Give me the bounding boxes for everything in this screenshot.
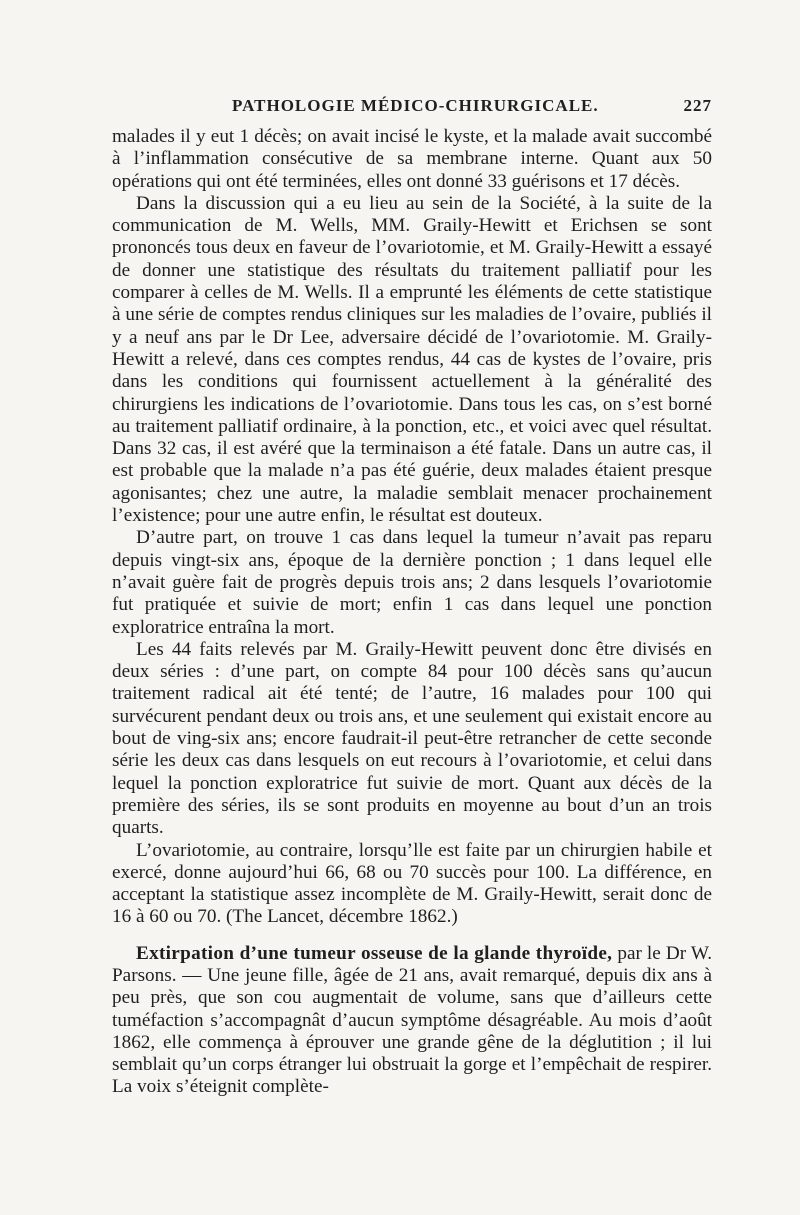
article-heading: Extirpation d’une tumeur osseuse de la glande thyroïde,: [136, 942, 613, 964]
running-head-title: PATHOLOGIE MÉDICO-CHIRURGICALE.: [232, 96, 599, 115]
article-text: Une jeune fille, âgée de 21 ans, avait remarqué, depuis dix ans à peu près, que son cou augmentait de volume, sans que d’ailleurs cette tuméfaction s’accompagnât d’aucun symptôme désagréable. Au mois d’août 1862, elle commença à éprouver une grande gêne de la déglutition ; il lui semblait qu’un corps étranger lui obstruait la gorge et l’empêchait de respirer. La voix s’éteignit complète-: [112, 964, 713, 1098]
paragraph-1: malades il y eut 1 décès; on avait incisé le kyste, et la malade avait succombé à l’inflammation consécutive de sa membrane interne. Quant aux 50 opérations qui ont été terminées, elles ont donné 33 guérisons et 17 décès.: [112, 126, 712, 192]
article-paragraph: [112, 943, 712, 1099]
paragraph-4: Les 44 faits relevés par M. Graily-Hewitt peuvent donc être divisés en deux séries : d’une part, on compte 84 pour 100 décès sans qu’aucun traitement radical ait été tenté; de l’autre, 16 malades pour 100 qui survécurent pendant deux ou trois ans, et une seulement qui existait encore au bout de ving-six ans; encore faudrait-il peut-être retrancher de cette seconde série les deux cas dans lesquels on eut recours à l’ovariotomie, et celui dans lequel la ponction exploratrice fut suivie de mort. Quant aux décès de la première des séries, ils se sont produits en moyenne au bout d’un an trois quarts.: [112, 638, 712, 839]
paragraph-3: D’autre part, on trouve 1 cas dans lequel la tumeur n’avait pas reparu depuis vingt-six ans, époque de la dernière ponction ; 1 dans lequel elle n’avait guère fait de progrès depuis trois ans; 2 dans lesquels l’ovariotomie fut pratiquée et suivie de mort; enfin 1 cas dans lequel une ponction exploratrice entraîna la mort.: [112, 527, 712, 638]
page-number: 227: [683, 96, 712, 115]
article-byline: par le Dr W. Parsons. —: [112, 942, 712, 986]
paragraph-2: Dans la discussion qui a eu lieu au sein de la Société, à la suite de la communication de M. Wells, MM. Graily-Hewitt et Erichsen se sont prononcés tous deux en faveur de l’ovariotomie, et M. Graily-Hewitt a essayé de donner une statistique des résultats du traitement palliatif pour les comparer à celles de M. Wells. Il a emprunté les éléments de cette statistique à une série de comptes rendus cliniques sur les maladies de l’ovaire, publiés il y a neuf ans par le Dr Lee, adversaire décidé de l’ovariotomie. M. Graily-Hewitt a relevé, dans ces comptes rendus, 44 cas de kystes de l’ovaire, pris dans les conditions qui fournissent actuellement à la généralité des chirurgiens les indications de l’ovariotomie. Dans tous les cas, on s’est borné au traitement palliatif ordinaire, à la ponction, etc., et voici avec quel résultat. Dans 32 cas, il est avéré que la terminaison a été fatale. Dans un autre cas, il est probable que la malade n’a pas été guérie, deux malades étaient presque agonisantes; chez une autre, la maladie semblait menacer prochainement l’existence; pour une autre enfin, le résultat est douteux.: [112, 192, 712, 527]
running-head: [112, 96, 712, 126]
section-gap: [112, 929, 712, 943]
paragraph-5: L’ovariotomie, au contraire, lorsqu’lle est faite par un chirurgien habile et exercé, donne aujourd’hui 66, 68 ou 70 succès pour 100. La différence, en acceptant la statistique assez incomplète de M. Graily-Hewitt, serait donc de 16 à 60 ou 70. (The Lancet, décembre 1862.): [112, 839, 712, 928]
body-text: [112, 126, 712, 1099]
